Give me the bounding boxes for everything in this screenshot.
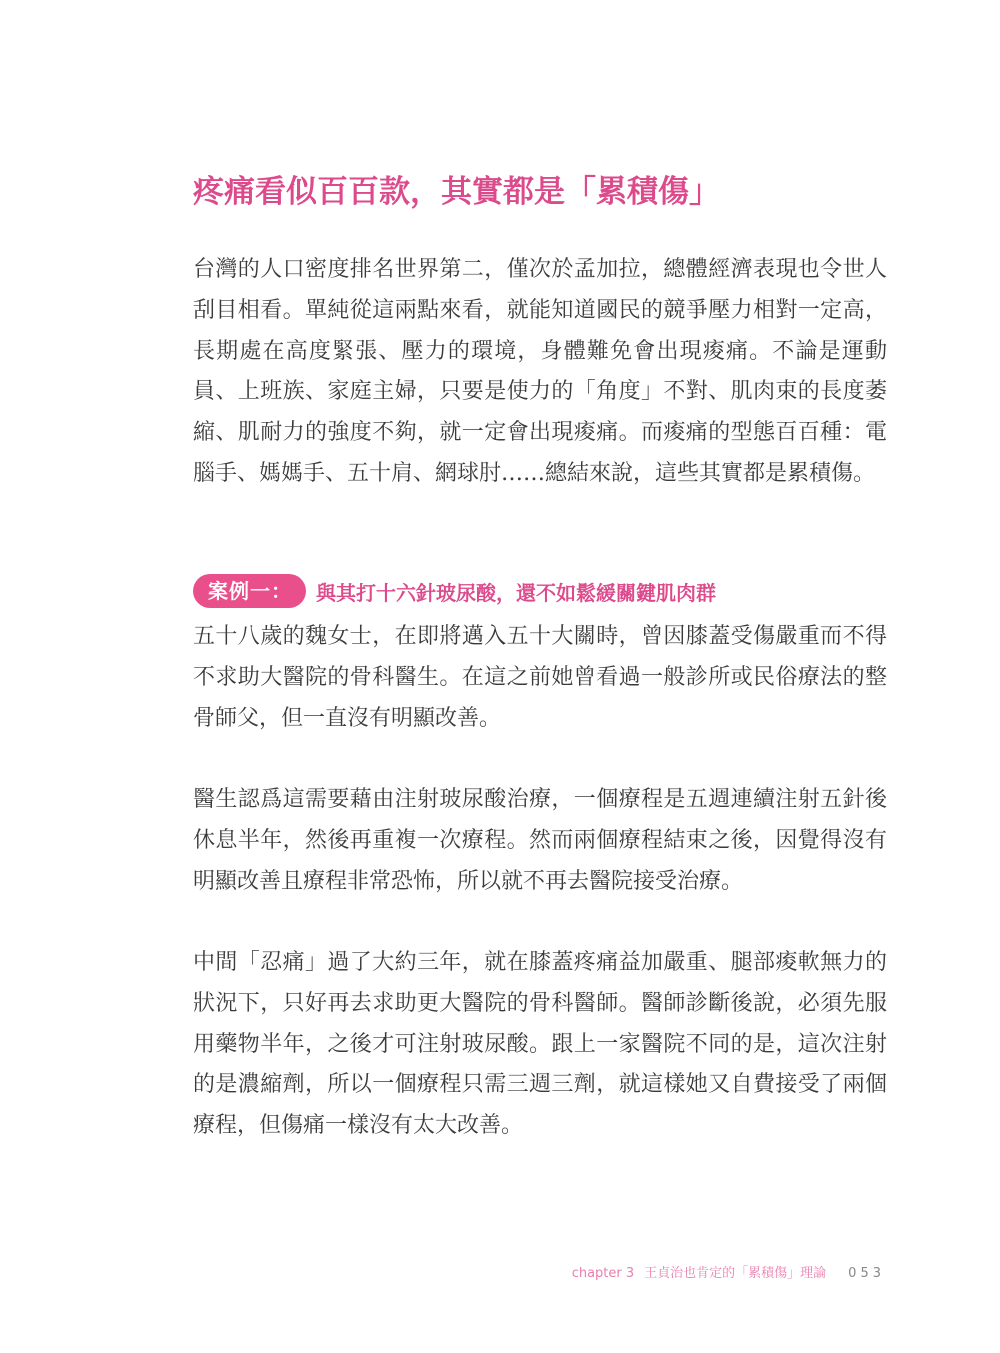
- footer-chapter: chapter 3: [571, 1266, 635, 1281]
- case-header: [193, 574, 716, 608]
- case-title: 與其打十六針玻尿酸，還不如鬆緩關鍵肌肉群: [316, 580, 716, 605]
- section-heading: 疼痛看似百百款，其實都是「累積傷」: [193, 174, 720, 210]
- case-badge: 案例一：: [193, 574, 306, 608]
- body-paragraph-case-2: 醫生認爲這需要藉由注射玻尿酸治療，一個療程是五週連續注射五針後休息半年，然後再重複一次療程。然而兩個療程結束之後，因覺得沒有明顯改善且療程非常恐怖，所以就不再去醫院接受治療。: [193, 787, 887, 894]
- body-paragraph-case-3: 中間「忍痛」過了大約三年，就在膝蓋疼痛益加嚴重、腿部痠軟無力的狀況下，只好再去求助更大醫院的骨科醫師。醫師診斷後說，必須先服用藥物半年，之後才可注射玻尿酸。跟上一家醫院不同的是，這次注射的是濃縮劑，所以一個療程只需三週三劑，就這樣她又自費接受了兩個療程，但傷痛一樣沒有太大改善。: [193, 950, 887, 1139]
- body-paragraph-intro: 台灣的人口密度排名世界第二，僅次於孟加拉，總體經濟表現也令世人刮目相看。單純從這兩點來看，就能知道國民的競爭壓力相對一定高，長期處在高度緊張、壓力的環境，身體難免會出現痠痛。不論是運動員、上班族、家庭主婦，只要是使力的「角度」不對、肌肉束的長度萎縮、肌耐力的強度不夠，就一定會出現痠痛。而痠痛的型態百百種：電腦手、媽媽手、五十肩、網球肘……總結來說，這些其實都是累積傷。: [193, 257, 887, 486]
- footer-chapter-title: 王貞治也肯定的「累積傷」理論: [644, 1266, 827, 1281]
- page-number: 053: [848, 1266, 885, 1281]
- page-footer: [572, 1262, 885, 1281]
- body-paragraph-case-1: 五十八歲的魏女士，在即將邁入五十大關時，曾因膝蓋受傷嚴重而不得不求助大醫院的骨科醫生。在這之前她曾看過一般診所或民俗療法的整骨師父，但一直沒有明顯改善。: [193, 624, 887, 731]
